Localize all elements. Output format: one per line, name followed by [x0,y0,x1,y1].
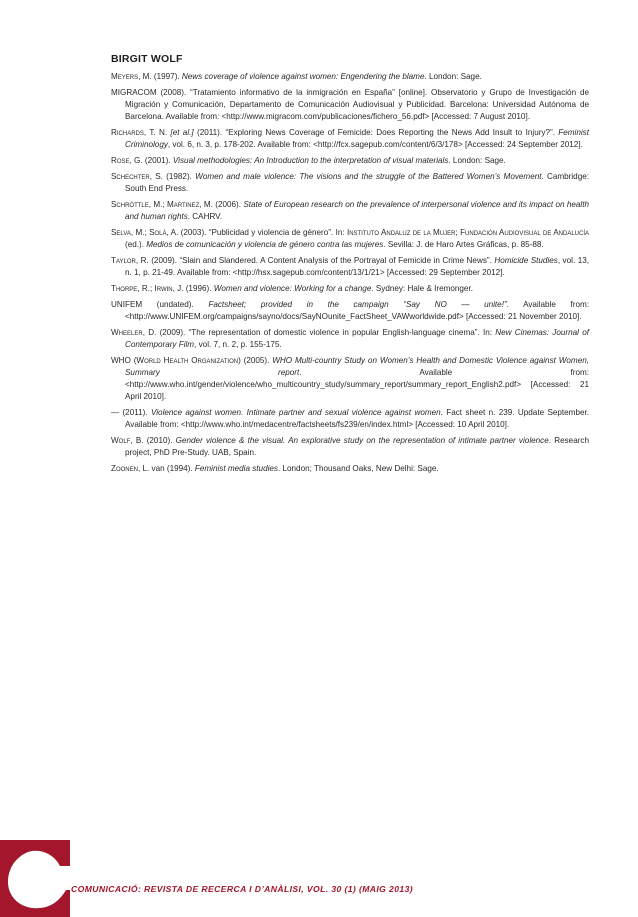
reference-text: UNIFEM (undated). [111,299,209,309]
reference-author: Martinez [166,199,200,209]
reference-text: , M. (1997). [138,72,182,81]
reference-title: Women and violence: Working for a change [213,283,372,293]
reference-entry [111,87,589,123]
reference-entry [111,127,589,151]
reference-entry [111,171,589,195]
journal-c-logo-icon [0,840,70,917]
reference-text: — (2011). [111,407,151,417]
reference-author: Solà [149,227,167,237]
reference-text: . London; Thousand Oaks, New Delhi: Sage. [277,463,439,473]
reference-text: , R.; [137,283,155,293]
reference-text: (ed.). [125,239,147,249]
reference-entry [111,299,589,323]
reference-text: , S. (1982). [149,171,196,181]
reference-author: Richards [111,127,144,137]
reference-text: . Fact sheet n. 239. Update September. Available from: <http://www.who.int/medacentre/factsheets/fs239/en/index.html> [Accessed: 10 April 2010]. [125,407,589,429]
reference-text: . Available from: <http://www.UNIFEM.org/campaigns/sayno/docs/SayNOunite_FactSheet_VAWworldwide.pdf> [Accessed: 21 November 2010]. [125,299,589,321]
reference-text: . London: Sage. [448,155,506,165]
reference-text: , J. (1996). [172,283,214,293]
reference-text: (2011). “Exploring News Coverage of Femicide: Does Reporting the News Add Insult to Injury?”. [193,127,559,137]
reference-author: Selva [111,227,131,237]
reference-text: , G. (2001). [129,155,173,165]
reference-text: , vol. 7, n. 2, p. 155-175. [194,339,282,349]
reference-title: Women and male violence: The visions and the struggle of the Battered Women’s Movement [195,171,542,181]
reference-text: . Available from: <http://www.who.int/gender/violence/who_multicountry_study/summary_report/summary_report_English2.pdf> [Accessed: 21 April 2010]. [125,367,589,401]
reference-title: Feminist Criminology [125,127,589,150]
reference-author: Schechter [111,171,150,181]
reference-text: , vol. 13, n. 1, p. 21-49. Available from: <http://hsx.sagepub.com/content/13/1/21> [Accessed: 29 September 2012]. [125,255,589,277]
reference-author: Thorpe [111,283,138,293]
reference-entry [111,355,589,403]
reference-title: Visual methodologies: An Introduction to the interpretation of visual materials [172,155,449,165]
reference-text: . London: Sage. [424,72,482,81]
reference-text: , M. (2006). [199,199,244,209]
reference-author: World Health Organization [136,355,239,365]
running-header-author: BIRGIT WOLF [111,53,183,65]
reference-text: , vol. 6, n. 3, p. 178-202. Available from: <http://fcx.sagepub.com/content/6/3/178> [Accessed: 24 September 2012]. [167,140,583,150]
reference-title: News coverage of violence against women: Engendering the blame [181,72,425,81]
reference-text: MIGRACOM (2008). “Tratamiento informativo de la inmigración en España” [online]. Observatorio y Grupo de Investigación de Migración y Comunicación, Departamento de Comunicación Audiovisual y Publicidad. Barcelona: Universidad Autónoma de Barcelona. Available from: <http://www.migracom.com/publicaciones/fichero_56.pdf> [Accessed: 7 August 2010]. [111,87,589,122]
reference-entry [111,407,589,431]
reference-title: Feminist media studies [194,463,278,473]
reference-author: Wolf [111,435,131,445]
reference-author: Instituto Andaluz de la Mujer; Fundación Audiovisual de Andalucía [346,227,589,237]
reference-text: WHO ( [111,355,137,365]
reference-text: . Cambridge: South End Press. [125,171,589,193]
reference-text: . CAHRV. [187,211,223,221]
reference-text: . Sydney: Hale & Iremonger. [371,283,473,293]
reference-entry [111,463,589,475]
reference-entry [111,71,589,83]
reference-text: , D. (2009). “The representation of domestic violence in popular English-language cinema”. In: [142,327,496,337]
reference-text: . Research project, PhD Pre-Study. UAB, Spain. [125,435,589,457]
reference-entry [111,155,589,167]
reference-author: Meyers [111,72,139,81]
reference-author: Schröttle [111,199,149,209]
reference-author: Irwin [154,283,173,293]
page-number: 216 [40,871,59,883]
reference-title: New Cinemas: Journal of Contemporary Film [125,327,589,349]
reference-author: Zoonen [111,463,138,473]
reference-title: State of European research on the prevalence of interpersonal violence and its impact on health and human rights [125,199,589,221]
reference-text: , M.; [148,199,167,209]
reference-author: Rose [111,155,130,165]
reference-title: Gender violence & the visual. An explorative study on the representation of intimate partner violence [175,435,549,445]
reference-title: Homicide Studies [494,255,558,265]
reference-entry [111,255,589,279]
reference-list [111,71,589,479]
reference-title: [et al.] [170,127,194,137]
reference-text: ) (2005). [238,355,273,365]
reference-text: , A. (2003). “Publicidad y violencia de género”. In: [166,227,347,237]
reference-text: , L. van (1994). [137,463,195,473]
reference-title: Medios de comunicación y violencia de género contra las mujeres [146,239,384,249]
reference-title: WHO Multi-country Study on Women’s Health and Domestic Violence against Women, Summary report [125,355,589,377]
reference-author: Wheeler [111,327,143,337]
reference-text: . Sevilla: J. de Haro Artes Gráficas, p. 85-88. [383,239,544,249]
reference-text: , R. (2009). “Slain and Slandered. A Content Analysis of the Portrayal of Femicide in Crime News”. [135,255,495,265]
journal-title-footer: COMUNICACIÓ: REVISTA DE RECERCA I D’ANÀLISI, VOL. 30 (1) (MAIG 2013) [71,884,414,894]
reference-entry [111,199,589,223]
reference-title: Violence against women. Intimate partner and sexual violence against women [150,407,441,417]
reference-text: , M.; [130,227,150,237]
reference-entry [111,435,589,459]
reference-entry [111,283,589,295]
reference-author: Taylor [111,255,136,265]
reference-title: Factsheet; provided in the campaign “Say NO — unite!” [208,299,507,309]
reference-entry [111,227,589,251]
reference-entry [111,327,589,351]
reference-text: , T. N. [143,127,171,137]
reference-text: , B. (2010). [130,435,176,445]
